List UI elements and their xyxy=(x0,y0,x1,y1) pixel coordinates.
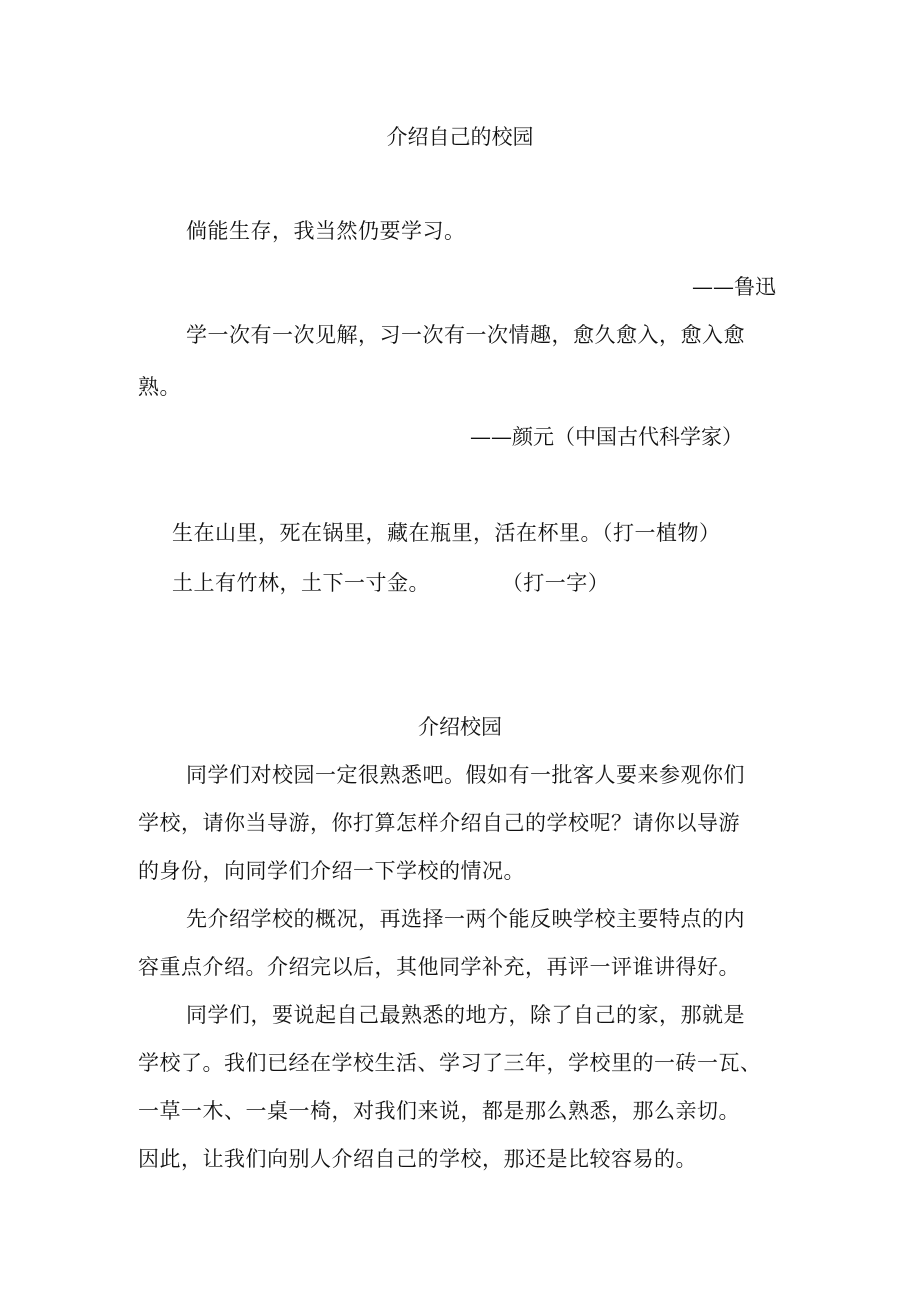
page-title: 介绍自己的校园 xyxy=(386,125,534,149)
paragraph-3-line-3: 一草一木、一桌一椅，对我们来说，都是那么熟悉，那么亲切。 xyxy=(138,1099,740,1123)
quote-2-text-line1: 学一次有一次见解，习一次有一次情趣，愈久愈入，愈入愈 xyxy=(186,323,745,347)
quote-1-text: 倘能生存，我当然仍要学习。 xyxy=(186,219,466,243)
quote-1-author: ——鲁迅 xyxy=(692,275,776,299)
paragraph-2-line-1: 先介绍学校的概况，再选择一两个能反映学校主要特点的内 xyxy=(186,907,745,931)
riddle-2: 土上有竹林，土下一寸金。 （打一字） xyxy=(172,571,610,595)
paragraph-1-line-3: 的身份，向同学们介绍一下学校的情况。 xyxy=(138,859,525,883)
paragraph-3-line-4: 因此，让我们向别人介绍自己的学校，那还是比较容易的。 xyxy=(138,1147,697,1171)
quote-2-author: ——颜元（中国古代科学家） xyxy=(470,425,743,449)
paragraph-2-line-2: 容重点介绍。介绍完以后，其他同学补充，再评一评谁讲得好。 xyxy=(138,955,740,979)
riddle-1: 生在山里，死在锅里，藏在瓶里，活在杯里。（打一植物） xyxy=(172,521,721,545)
paragraph-1-line-1: 同学们对校园一定很熟悉吧。假如有一批客人要来参观你们 xyxy=(186,763,745,787)
paragraph-1-line-2: 学校，请你当导游，你打算怎样介绍自己的学校呢？请你以导游 xyxy=(138,811,740,835)
quote-2-text-line2: 熟。 xyxy=(138,375,181,399)
paragraph-3-line-1: 同学们，要说起自己最熟悉的地方，除了自己的家，那就是 xyxy=(186,1003,745,1027)
section-title: 介绍校园 xyxy=(418,715,502,739)
paragraph-3-line-2: 学校了。我们已经在学校生活、学习了三年，学校里的一砖一瓦、 xyxy=(138,1051,762,1075)
